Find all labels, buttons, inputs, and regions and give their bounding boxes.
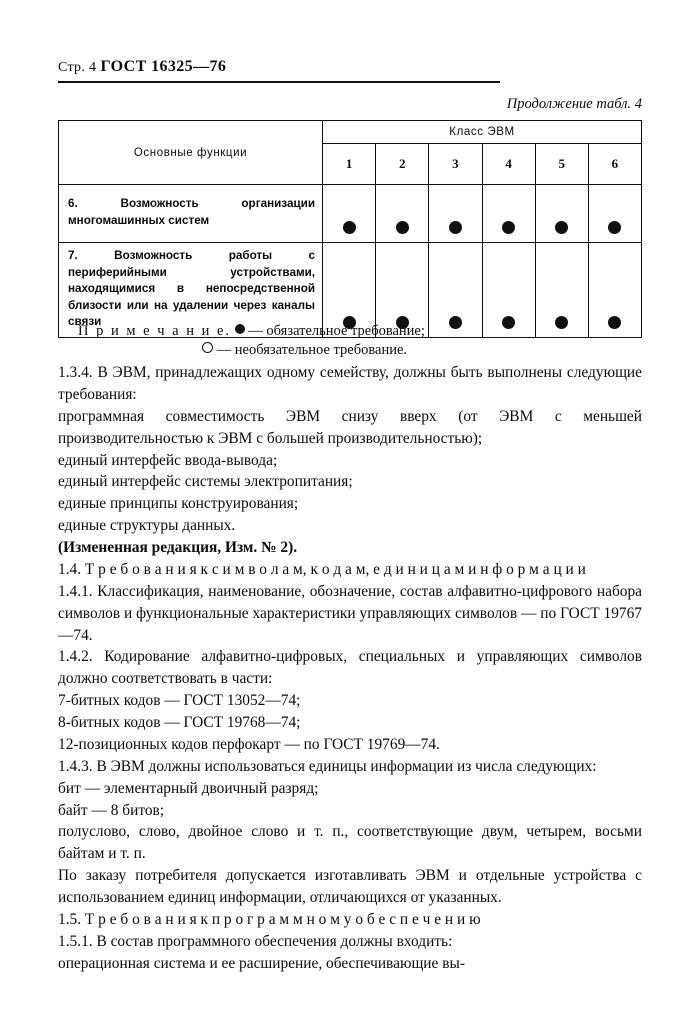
paragraph-revision-note: (Измененная редакция, Изм. № 2). bbox=[58, 539, 298, 556]
filled-circle-icon bbox=[235, 324, 245, 334]
note-line-1 bbox=[78, 322, 638, 341]
note-text-2: — необязательное требование. bbox=[213, 342, 408, 359]
row6-mark-6 bbox=[588, 185, 641, 243]
table-header-class-5: 5 bbox=[535, 144, 588, 185]
paragraph-compat: программная совместимость ЭВМ снизу вверх (от ЭВМ с меньшей производительностью к ЭВМ с большей производительностью); bbox=[58, 407, 642, 447]
heading-1-5: 1.5. Т р е б о в а н и я к п р о г р а м м н о м у о б е с п е ч е н и ю bbox=[58, 910, 481, 928]
paragraph-bit: бит — элементарный двоичный разряд; bbox=[58, 779, 319, 797]
row6-mark-5 bbox=[535, 185, 588, 243]
paragraph-8bit: 8-битных кодов — ГОСТ 19768—74; bbox=[58, 714, 301, 731]
page-number-label: Стр. 4 bbox=[58, 60, 97, 75]
row-label-7: 7. Возможность работы с периферийными устройствами, находящимися в непосредственной близости или на удалении через каналы связи bbox=[59, 243, 323, 338]
table-header-class-3: 3 bbox=[429, 144, 482, 185]
filled-circle-icon bbox=[343, 221, 356, 234]
table-header-class-1: 1 bbox=[323, 144, 376, 185]
paragraph-1-4-2: 1.4.2. Кодирование алфавитно-цифровых, специальных и управляющих символов должно соответствовать в части: bbox=[58, 648, 642, 688]
body-text bbox=[58, 362, 642, 975]
note-label: П р и м е ч а н и е. bbox=[78, 323, 232, 339]
row6-mark-2 bbox=[376, 185, 429, 243]
table-header-functions: Основные функции bbox=[59, 121, 323, 185]
table-row bbox=[59, 185, 642, 243]
paragraph-custom-order: По заказу потребителя допускается изготавливать ЭВМ и отдельные устройства с использованием единиц информации, отличающихся от указанных. bbox=[58, 867, 642, 906]
table-header-class-6: 6 bbox=[588, 144, 641, 185]
header-divider bbox=[58, 81, 500, 83]
paragraph-1-5-1: 1.5.1. В состав программного обеспечения должны входить: bbox=[58, 932, 453, 950]
filled-circle-icon bbox=[449, 221, 462, 234]
note-line-2 bbox=[78, 341, 638, 360]
filled-circle-icon bbox=[396, 221, 409, 234]
paragraph-data-structures: единые структуры данных. bbox=[58, 517, 236, 535]
heading-1-4: 1.4. Т р е б о в а н и я к с и м в о л а м, к о д а м, е д и н и ц а м и н ф о р м а ц и и bbox=[58, 560, 586, 578]
row6-mark-1 bbox=[323, 185, 376, 243]
paragraph-7bit: 7-битных кодов — ГОСТ 13052—74; bbox=[58, 692, 301, 710]
paragraph-1-4-1: 1.4.1. Классификация, наименование, обозначение, состав алфавитно-цифрового набора символов и функциональные характеристики управляющих символов — по ГОСТ 19767—74. bbox=[58, 582, 642, 644]
page-header bbox=[58, 58, 498, 76]
row6-mark-3 bbox=[429, 185, 482, 243]
paragraph-os: операционная система и ее расширение, обеспечивающие вы- bbox=[58, 954, 465, 972]
table-header-class-2: 2 bbox=[376, 144, 429, 185]
standard-number: ГОСТ 16325—76 bbox=[100, 58, 227, 75]
table-header-class-group: Класс ЭВМ bbox=[323, 121, 642, 144]
table-header-row bbox=[59, 121, 642, 144]
row6-mark-4 bbox=[482, 185, 535, 243]
paragraph-halfword: полуслово, слово, двойное слово и т. п., соответствующие двум, четырем, восьми байтам и т. п. bbox=[58, 823, 642, 863]
filled-circle-icon bbox=[608, 221, 621, 234]
table-note bbox=[78, 322, 638, 360]
paragraph-1-3-4: 1.3.4. В ЭВМ, принадлежащих одному семейству, должны быть выполнены следующие требования: bbox=[58, 364, 642, 403]
filled-circle-icon bbox=[502, 221, 515, 234]
paragraph-12pos: 12-позиционных кодов перфокарт — по ГОСТ 19769—74. bbox=[58, 735, 440, 753]
paragraph-1-4-3: 1.4.3. В ЭВМ должны использоваться единицы информации из числа следующих: bbox=[58, 757, 597, 775]
open-circle-icon bbox=[202, 342, 213, 353]
table-continuation-label: Продолжение табл. 4 bbox=[506, 96, 642, 112]
row-label-6: 6. Возможность организации многомашинных систем bbox=[59, 185, 323, 243]
requirements-table bbox=[58, 120, 642, 338]
paragraph-design-principles: единые принципы конструирования; bbox=[58, 495, 299, 513]
filled-circle-icon bbox=[555, 221, 568, 234]
paragraph-power-interface: единый интерфейс системы электропитания; bbox=[58, 473, 353, 491]
paragraph-io-interface: единый интерфейс ввода-вывода; bbox=[58, 451, 278, 469]
paragraph-byte: байт — 8 битов; bbox=[58, 801, 165, 819]
table-header-class-4: 4 bbox=[482, 144, 535, 185]
note-text-1: — обязательное требование; bbox=[244, 323, 425, 339]
